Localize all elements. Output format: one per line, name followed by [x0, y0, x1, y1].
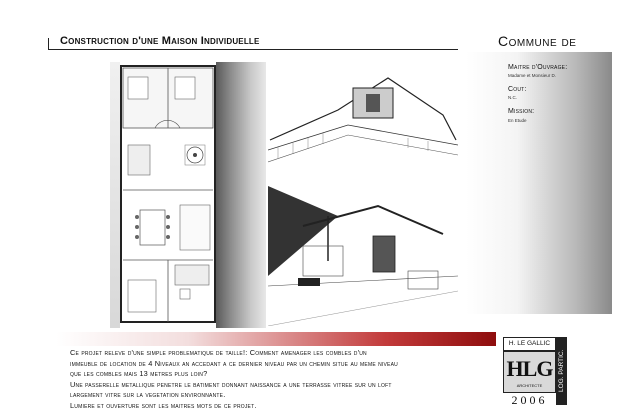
architect-logo — [503, 337, 563, 408]
description-line: Ce projet releve d'une simple problematique de taille!: Comment amenager les combles d'un — [70, 348, 367, 357]
project-category: LOG. PARTIC. — [556, 337, 567, 405]
hlg-monogram — [503, 351, 556, 393]
cout-value: N.C. — [508, 95, 517, 100]
architect-name: H. LE GALLIC — [503, 337, 556, 351]
mission-value: En Etude — [508, 118, 527, 123]
cout-label: Cout: — [508, 86, 527, 93]
description-line: immeuble de location de 4 Niveaux an accedant a ce dernier niveau par un chemin situe au meme niveau — [70, 358, 398, 368]
plan-margin-band — [110, 62, 120, 328]
commune-name: Commune de — [498, 33, 577, 49]
description-line: que les combles mais 13 metres plus loin? — [70, 369, 208, 378]
monogram-text: HLG — [506, 356, 553, 381]
title-underline — [48, 49, 458, 50]
page-title: Construction d'une Maison Individuelle — [60, 35, 260, 47]
description-line: Une passerelle metallique penetre le batiment donnant naissance a une terrasse vitree sur un loft — [70, 379, 392, 389]
project-description — [70, 348, 398, 411]
info-panel — [466, 52, 612, 314]
passerelle-shading-band — [216, 62, 266, 328]
mission-label: Mission: — [508, 108, 535, 115]
floor-plan — [120, 65, 216, 323]
project-year: 2006 — [511, 393, 548, 407]
description-line: Lumiere et ouverture sont les maitres mots de ce projet. — [70, 400, 257, 410]
description-line: largement vitre sur la vegetation environnante. — [70, 390, 226, 399]
roof-terrace-sketch — [268, 70, 458, 178]
accent-bar — [56, 332, 496, 346]
maitre-label: Maitre d'Ouvrage: — [508, 64, 568, 71]
maitre-value: Madame et Monsieur D. — [508, 73, 557, 78]
loft-interior-sketch — [268, 186, 458, 326]
monogram-subtitle: ARCHITECTE — [516, 383, 543, 388]
